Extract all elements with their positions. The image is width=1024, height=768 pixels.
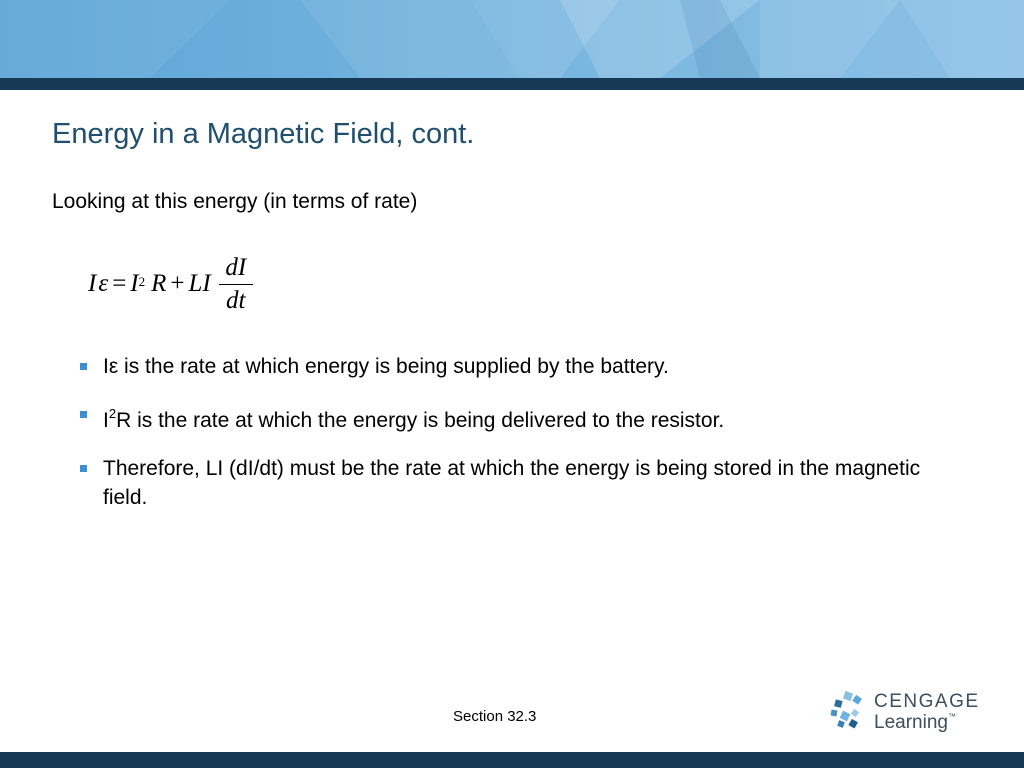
eq-plus: + bbox=[170, 270, 185, 297]
eq-frac-numerator: dI bbox=[225, 253, 247, 281]
section-footer: Section 32.3 bbox=[453, 708, 537, 725]
banner-decoration bbox=[0, 0, 1024, 78]
logo-wordmark-cengage: CENGAGE bbox=[874, 691, 980, 712]
eq-frac-denominator: dt bbox=[226, 286, 246, 314]
square-bullet-icon bbox=[80, 363, 87, 370]
header-banner bbox=[0, 0, 1024, 78]
bullet-symbol: ε bbox=[108, 355, 119, 378]
eq-fraction bbox=[219, 254, 253, 315]
bullet-lead: I bbox=[103, 409, 109, 432]
bullet-item bbox=[78, 352, 968, 381]
footer-bar bbox=[0, 752, 1024, 768]
eq-term1-base: I bbox=[130, 270, 139, 297]
bullet-list bbox=[78, 352, 968, 531]
eq-equals: = bbox=[112, 270, 127, 297]
eq-emf: ε bbox=[98, 270, 109, 297]
square-bullet-icon bbox=[80, 411, 87, 418]
slide-title: Energy in a Magnetic Field, cont. bbox=[52, 118, 475, 150]
energy-rate-equation bbox=[88, 248, 253, 320]
bullet-lead: I bbox=[103, 355, 109, 378]
bullet-item bbox=[78, 400, 968, 435]
bullet-item bbox=[78, 454, 968, 512]
header-bar bbox=[0, 78, 1024, 90]
bullet-text: R is the rate at which the energy is being delivered to the resistor. bbox=[116, 409, 725, 432]
intro-text: Looking at this energy (in terms of rate) bbox=[52, 190, 418, 213]
trademark-symbol: ™ bbox=[947, 712, 956, 721]
bullet-text: Therefore, LI (dI/dt) must be the rate at which the energy is being stored in the magnetic field. bbox=[103, 457, 921, 509]
eq-term1-exp: 2 bbox=[138, 274, 146, 289]
eq-term1-factor: R bbox=[151, 270, 167, 297]
bullet-sup: 2 bbox=[108, 406, 117, 421]
logo-wordmark-learning bbox=[874, 712, 956, 734]
bullet-text: is the rate at which energy is being supplied by the battery. bbox=[118, 355, 669, 378]
cengage-logo bbox=[830, 688, 990, 740]
cengage-mark-icon bbox=[830, 690, 868, 730]
square-bullet-icon bbox=[80, 465, 87, 472]
eq-term2: LI bbox=[188, 270, 211, 297]
eq-current: I bbox=[88, 270, 97, 297]
logo-learning-text: Learning bbox=[874, 712, 948, 733]
